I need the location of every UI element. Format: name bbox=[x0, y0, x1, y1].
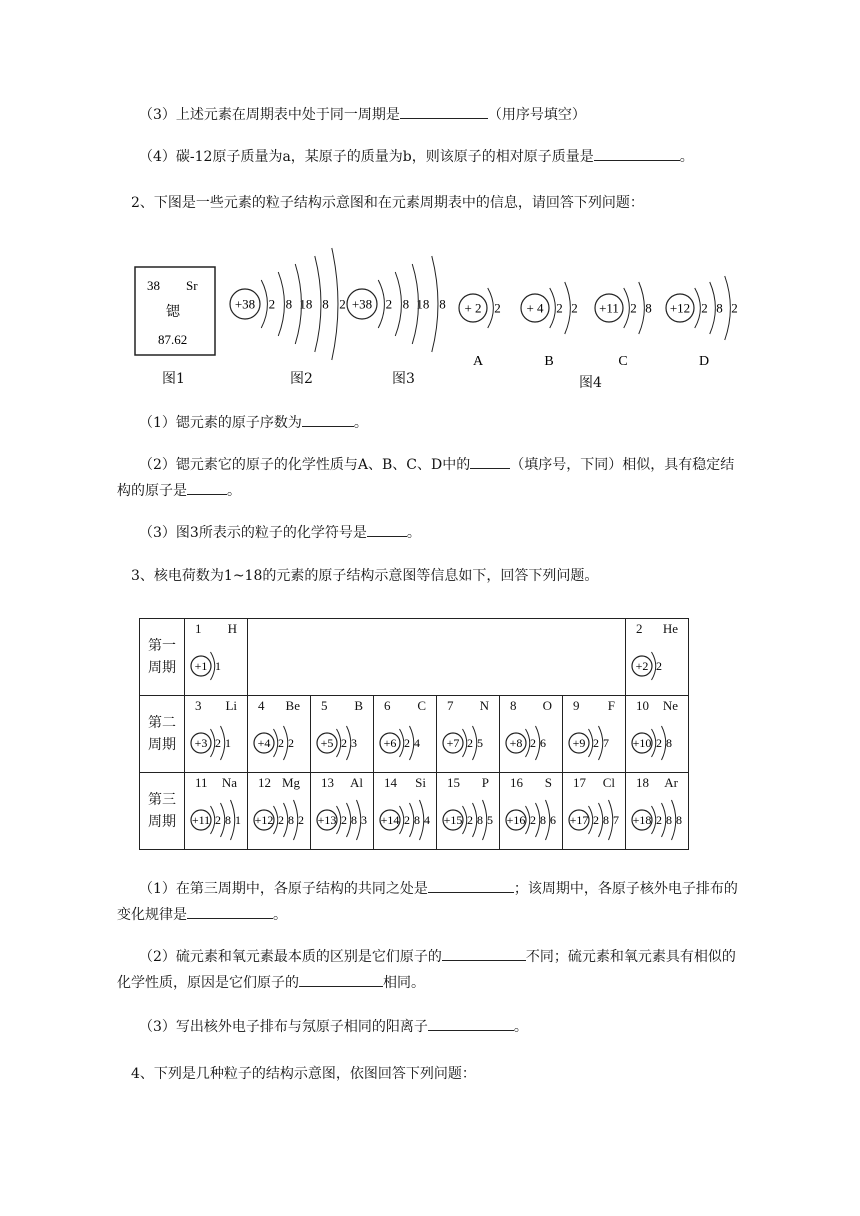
fig4-label: A bbox=[472, 354, 484, 369]
fig2-atom-diagram bbox=[230, 248, 346, 360]
element-card-symbol: Sr bbox=[186, 278, 198, 293]
element-symbol: He bbox=[662, 621, 678, 636]
element-cell bbox=[185, 619, 248, 696]
element-cell bbox=[500, 773, 563, 850]
q3-sub2-text: （2）硫元素和氧元素最本质的区别是它们原子的 bbox=[139, 949, 442, 965]
fig4-atom-diagrams bbox=[459, 276, 738, 369]
nucleus-charge: +10 bbox=[632, 736, 652, 751]
element-cell bbox=[500, 696, 563, 773]
electron-shell-arc bbox=[432, 256, 438, 352]
q1-sub3-after: （用序号填空） bbox=[487, 107, 586, 123]
q2-sub2-middle: （填序号，下同）相似，具有稳定结 bbox=[510, 457, 735, 473]
nucleus-charge: +18 bbox=[632, 813, 652, 828]
fig3-atom-diagram bbox=[347, 256, 446, 352]
element-card-mass: 87.62 bbox=[158, 332, 188, 347]
q2-sub2-line2-text: 构的原子是 bbox=[117, 483, 187, 499]
shell-electron-count: 3 bbox=[351, 736, 357, 751]
atomic-number: 16 bbox=[510, 775, 523, 790]
shell-electron-count: 2 bbox=[404, 813, 410, 828]
q1-sub4 bbox=[139, 146, 694, 167]
q1-sub3 bbox=[139, 104, 586, 125]
element-symbol: B bbox=[354, 698, 363, 713]
element-cell bbox=[311, 773, 374, 850]
atom-structure-diagram bbox=[311, 714, 373, 770]
shell-electron-count: 18 bbox=[299, 296, 313, 312]
nucleus-charge: +9 bbox=[572, 736, 586, 751]
atomic-number: 5 bbox=[321, 698, 328, 713]
q3-sub3-after: 。 bbox=[513, 1019, 528, 1035]
shell-electron-count: 2 bbox=[288, 736, 294, 751]
atom-structure-diagram bbox=[437, 714, 499, 770]
element-cell bbox=[437, 696, 500, 773]
nucleus-charge: +5 bbox=[320, 736, 334, 751]
nucleus-charge: +11 bbox=[191, 813, 211, 828]
nucleus-charge: +38 bbox=[234, 296, 256, 312]
shell-electron-count: 2 bbox=[556, 300, 563, 316]
q2-sub1-text: （1）锶元素的原子序数为 bbox=[139, 415, 302, 431]
shell-electron-count: 8 bbox=[645, 300, 652, 316]
atomic-number: 11 bbox=[195, 775, 208, 790]
shell-electron-count: 2 bbox=[530, 813, 536, 828]
q3-sub3 bbox=[139, 1016, 528, 1037]
electron-shell-arc bbox=[395, 272, 401, 336]
atom-structure-diagram bbox=[626, 637, 688, 693]
shell-electron-count: 2 bbox=[298, 813, 304, 828]
shell-electron-count: 7 bbox=[613, 813, 619, 828]
period-row bbox=[140, 696, 689, 773]
shell-electron-count: 5 bbox=[477, 736, 483, 751]
atomic-number: 15 bbox=[447, 775, 460, 790]
shell-electron-count: 2 bbox=[593, 736, 599, 751]
answer-blank[interactable] bbox=[400, 104, 488, 119]
nucleus-charge: +16 bbox=[506, 813, 526, 828]
shell-electron-count: 8 bbox=[716, 300, 723, 316]
atom-structure-diagram bbox=[563, 714, 625, 770]
q2-sub3-after: 。 bbox=[406, 525, 421, 541]
element-cell bbox=[311, 696, 374, 773]
q2-sub1-after: 。 bbox=[353, 415, 368, 431]
shell-electron-count: 8 bbox=[414, 813, 420, 828]
caption-fig1: 图1 bbox=[162, 371, 185, 387]
shell-electron-count: 2 bbox=[278, 736, 284, 751]
atomic-number: 1 bbox=[195, 621, 202, 636]
element-cell bbox=[437, 773, 500, 850]
electron-shell-arc bbox=[710, 282, 716, 334]
nucleus-charge: +15 bbox=[443, 813, 463, 828]
q3-title: 3、核电荷数为1~18的元素的原子结构示意图等信息如下，回答下列问题。 bbox=[131, 568, 599, 584]
shell-electron-count: 2 bbox=[656, 813, 662, 828]
q2-sub2-after: 。 bbox=[227, 483, 241, 499]
shell-electron-count: 8 bbox=[540, 813, 546, 828]
answer-blank[interactable] bbox=[302, 412, 354, 427]
shell-electron-count: 2 bbox=[656, 736, 662, 751]
atom-structure-diagram bbox=[311, 791, 373, 847]
fig4-atom-B bbox=[521, 282, 578, 369]
element-symbol: Be bbox=[285, 698, 300, 713]
q3-sub1 bbox=[139, 878, 738, 899]
element-card-name: 锶 bbox=[166, 305, 180, 320]
q4-title: 4、下列是几种粒子的结构示意图，依图回答下列问题： bbox=[131, 1066, 476, 1082]
fig4-atom-C bbox=[595, 282, 652, 369]
shell-electron-count: 4 bbox=[424, 813, 430, 828]
shell-electron-count: 2 bbox=[385, 296, 393, 312]
element-symbol: Na bbox=[221, 775, 237, 790]
q1-sub4-after: 。 bbox=[679, 149, 694, 165]
shell-electron-count: 2 bbox=[530, 736, 536, 751]
answer-blank[interactable] bbox=[594, 146, 680, 161]
q1-sub4-text: （4）碳-12原子质量为a，某原子的质量为b，则该原子的相对原子质量是 bbox=[139, 149, 594, 165]
element-symbol: F bbox=[607, 698, 615, 713]
element-symbol: S bbox=[544, 775, 552, 790]
atom-structure-diagram bbox=[248, 791, 310, 847]
shell-electron-count: 2 bbox=[571, 300, 578, 316]
electron-shell-arc bbox=[550, 288, 556, 328]
atom-structure-diagram bbox=[248, 714, 310, 770]
period-label-text: 第二 bbox=[148, 715, 176, 731]
q2-figures bbox=[0, 222, 860, 402]
element-card-number: 38 bbox=[147, 278, 160, 293]
answer-blank[interactable] bbox=[428, 878, 514, 893]
shell-electron-count: 1 bbox=[215, 659, 221, 674]
atomic-number: 18 bbox=[636, 775, 649, 790]
element-cell bbox=[185, 696, 248, 773]
electron-shell-arc bbox=[378, 280, 384, 328]
electron-shell-arc bbox=[488, 288, 494, 328]
element-symbol: Li bbox=[225, 698, 237, 713]
shell-electron-count: 2 bbox=[341, 736, 347, 751]
nucleus-charge: +38 bbox=[351, 296, 373, 312]
q3-sub1-line2-text: 变化规律是 bbox=[117, 907, 187, 923]
q3-sub2 bbox=[139, 946, 736, 967]
shell-electron-count: 18 bbox=[416, 296, 430, 312]
shell-electron-count: 7 bbox=[603, 736, 609, 751]
nucleus-charge: +14 bbox=[380, 813, 400, 828]
q2-sub3-text: （3）图3所表示的粒子的化学符号是 bbox=[139, 525, 367, 541]
atomic-number: 4 bbox=[258, 698, 265, 713]
electron-shell-arc bbox=[278, 272, 284, 336]
shell-electron-count: 2 bbox=[341, 813, 347, 828]
shell-electron-count: 2 bbox=[701, 300, 708, 316]
atom-structure-diagram bbox=[626, 791, 688, 847]
q3-sub3-text: （3）写出核外电子排布与氖原子相同的阳离子 bbox=[139, 1019, 428, 1035]
shell-electron-count: 1 bbox=[235, 813, 241, 828]
element-symbol: Ar bbox=[664, 775, 678, 790]
fig4-atom-D bbox=[666, 276, 738, 369]
electron-shell-arc bbox=[261, 280, 267, 328]
atom-structure-diagram bbox=[563, 791, 625, 847]
element-cell bbox=[626, 773, 689, 850]
period-label-text: 周期 bbox=[148, 814, 176, 830]
atom-structure-diagram bbox=[185, 791, 247, 847]
atom-structure-diagram bbox=[185, 714, 247, 770]
shell-electron-count: 8 bbox=[225, 813, 231, 828]
q2-sub1 bbox=[139, 412, 368, 433]
atom-structure-diagram bbox=[437, 791, 499, 847]
q3-sub2-middle: 不同；硫元素和氧元素具有相似的 bbox=[525, 949, 736, 965]
shell-electron-count: 6 bbox=[550, 813, 556, 828]
shell-electron-count: 2 bbox=[278, 813, 284, 828]
period-label-text: 第三 bbox=[148, 792, 176, 808]
shell-electron-count: 8 bbox=[439, 296, 446, 312]
nucleus-charge: +12 bbox=[669, 300, 691, 316]
q3-sub1-text: （1）在第三周期中，各原子结构的共同之处是 bbox=[139, 881, 428, 897]
shell-electron-count: 2 bbox=[731, 300, 738, 316]
electron-shell-arc bbox=[332, 248, 338, 360]
element-cell bbox=[626, 696, 689, 773]
q2-sub3 bbox=[139, 522, 421, 543]
shell-electron-count: 2 bbox=[630, 300, 637, 316]
shell-electron-count: 8 bbox=[666, 736, 672, 751]
period-label bbox=[140, 619, 185, 696]
element-cell bbox=[626, 619, 689, 696]
shell-electron-count: 2 bbox=[215, 813, 221, 828]
atomic-number: 12 bbox=[258, 775, 271, 790]
period-row bbox=[140, 773, 689, 850]
fig4-label: B bbox=[544, 354, 554, 369]
atomic-number: 7 bbox=[447, 698, 454, 713]
period-row bbox=[140, 619, 689, 696]
fig4-label: C bbox=[618, 354, 628, 369]
period-label-text: 周期 bbox=[148, 737, 176, 753]
atom-structure-diagram bbox=[185, 637, 247, 693]
nucleus-charge: +8 bbox=[509, 736, 523, 751]
period-label bbox=[140, 773, 185, 850]
nucleus-charge: +6 bbox=[383, 736, 397, 751]
q1-sub3-text: （3）上述元素在周期表中处于同一周期是 bbox=[139, 107, 400, 123]
shell-electron-count: 8 bbox=[285, 296, 293, 312]
q3-sub1-line2 bbox=[117, 904, 287, 925]
atom-structure-diagram bbox=[374, 791, 436, 847]
nucleus-charge: +17 bbox=[569, 813, 589, 828]
answer-blank[interactable] bbox=[187, 480, 227, 495]
nucleus-charge: +11 bbox=[599, 300, 619, 316]
shell-electron-count: 2 bbox=[656, 659, 662, 674]
shell-electron-count: 8 bbox=[603, 813, 609, 828]
electron-shell-arc bbox=[315, 256, 321, 352]
shell-electron-count: 2 bbox=[593, 813, 599, 828]
element-symbol: P bbox=[481, 775, 489, 790]
period-label bbox=[140, 696, 185, 773]
atomic-number: 6 bbox=[384, 698, 391, 713]
electron-shell-arc bbox=[695, 288, 701, 328]
element-symbol: Ne bbox=[662, 698, 678, 713]
atomic-number: 17 bbox=[573, 775, 586, 790]
caption-fig2: 图2 bbox=[290, 371, 313, 387]
fig4-atom-A bbox=[459, 288, 501, 369]
element-symbol: N bbox=[479, 698, 489, 713]
element-symbol: O bbox=[542, 698, 552, 713]
electron-shell-arc bbox=[624, 288, 630, 328]
period-label-text: 第一 bbox=[148, 638, 176, 654]
fig4-label: D bbox=[698, 354, 710, 369]
q2-title: 2、下图是一些元素的粒子结构示意图和在元素周期表中的信息，请回答下列问题： bbox=[131, 195, 644, 211]
electron-shell-arc bbox=[565, 282, 571, 334]
shell-electron-count: 2 bbox=[215, 736, 221, 751]
nucleus-charge: +12 bbox=[254, 813, 274, 828]
q3-sub1-middle: ；该周期中，各原子核外电子排布的 bbox=[513, 881, 738, 897]
shell-electron-count: 2 bbox=[339, 296, 346, 312]
nucleus-charge: +3 bbox=[194, 736, 208, 751]
atomic-number: 3 bbox=[195, 698, 202, 713]
shell-electron-count: 3 bbox=[361, 813, 367, 828]
element-cell bbox=[185, 773, 248, 850]
electron-shell-arc bbox=[725, 276, 731, 340]
element-symbol: C bbox=[417, 698, 426, 713]
answer-blank[interactable] bbox=[442, 946, 526, 961]
nucleus-charge: +13 bbox=[317, 813, 337, 828]
element-symbol: H bbox=[227, 621, 237, 636]
atomic-number: 14 bbox=[384, 775, 397, 790]
atom-structure-diagram bbox=[374, 714, 436, 770]
shell-electron-count: 8 bbox=[477, 813, 483, 828]
caption-fig3: 图3 bbox=[392, 371, 415, 387]
element-cell bbox=[248, 696, 311, 773]
element-cell bbox=[563, 696, 626, 773]
atomic-number: 2 bbox=[636, 621, 643, 636]
shell-electron-count: 4 bbox=[414, 736, 420, 751]
q2-sub2-line2 bbox=[117, 480, 241, 501]
atomic-number: 8 bbox=[510, 698, 517, 713]
q3-sub2-line2-text: 化学性质，原因是它们原子的 bbox=[117, 975, 299, 991]
nucleus-charge: +1 bbox=[194, 659, 208, 674]
shell-electron-count: 8 bbox=[351, 813, 357, 828]
element-cell bbox=[248, 773, 311, 850]
answer-blank[interactable] bbox=[470, 454, 510, 469]
shell-electron-count: 2 bbox=[404, 736, 410, 751]
element-symbol: Cl bbox=[602, 775, 615, 790]
answer-blank[interactable] bbox=[299, 972, 383, 987]
element-cell bbox=[374, 773, 437, 850]
element-cell bbox=[374, 696, 437, 773]
answer-blank[interactable] bbox=[367, 522, 407, 537]
shell-electron-count: 2 bbox=[268, 296, 276, 312]
nucleus-charge: + 2 bbox=[464, 300, 482, 316]
element-symbol: Mg bbox=[281, 775, 300, 790]
nucleus-charge: +2 bbox=[635, 659, 649, 674]
shell-electron-count: 8 bbox=[676, 813, 682, 828]
q2-sub2 bbox=[139, 454, 734, 475]
q3-sub2-line2 bbox=[117, 972, 425, 993]
atomic-number: 13 bbox=[321, 775, 334, 790]
caption-fig4: 图4 bbox=[579, 375, 602, 391]
period-label-text: 周期 bbox=[148, 660, 176, 676]
element-cell bbox=[563, 773, 626, 850]
shell-electron-count: 8 bbox=[288, 813, 294, 828]
atom-structure-diagram bbox=[626, 714, 688, 770]
atom-structure-diagram bbox=[500, 791, 562, 847]
periodic-table bbox=[139, 618, 689, 850]
shell-electron-count: 5 bbox=[487, 813, 493, 828]
shell-electron-count: 8 bbox=[322, 296, 329, 312]
shell-electron-count: 8 bbox=[666, 813, 672, 828]
shell-electron-count: 1 bbox=[225, 736, 231, 751]
shell-electron-count: 8 bbox=[402, 296, 410, 312]
atomic-number: 9 bbox=[573, 698, 580, 713]
empty-cell bbox=[248, 619, 626, 696]
nucleus-charge: +4 bbox=[257, 736, 271, 751]
shell-electron-count: 2 bbox=[494, 300, 501, 316]
element-symbol: Al bbox=[350, 775, 363, 790]
shell-electron-count: 2 bbox=[467, 736, 473, 751]
q2-sub2-text: （2）锶元素它的原子的化学性质与A、B、C、D中的 bbox=[139, 457, 471, 473]
answer-blank[interactable] bbox=[428, 1016, 514, 1031]
atom-structure-diagram bbox=[500, 714, 562, 770]
q3-sub2-after: 相同。 bbox=[383, 975, 425, 991]
electron-shell-arc bbox=[639, 282, 645, 334]
q3-sub1-after: 。 bbox=[273, 907, 287, 923]
nucleus-charge: + 4 bbox=[526, 300, 544, 316]
atomic-number: 10 bbox=[636, 698, 649, 713]
nucleus-charge: +7 bbox=[446, 736, 460, 751]
shell-electron-count: 2 bbox=[467, 813, 473, 828]
element-symbol: Si bbox=[415, 775, 426, 790]
shell-electron-count: 6 bbox=[540, 736, 546, 751]
answer-blank[interactable] bbox=[187, 904, 273, 919]
